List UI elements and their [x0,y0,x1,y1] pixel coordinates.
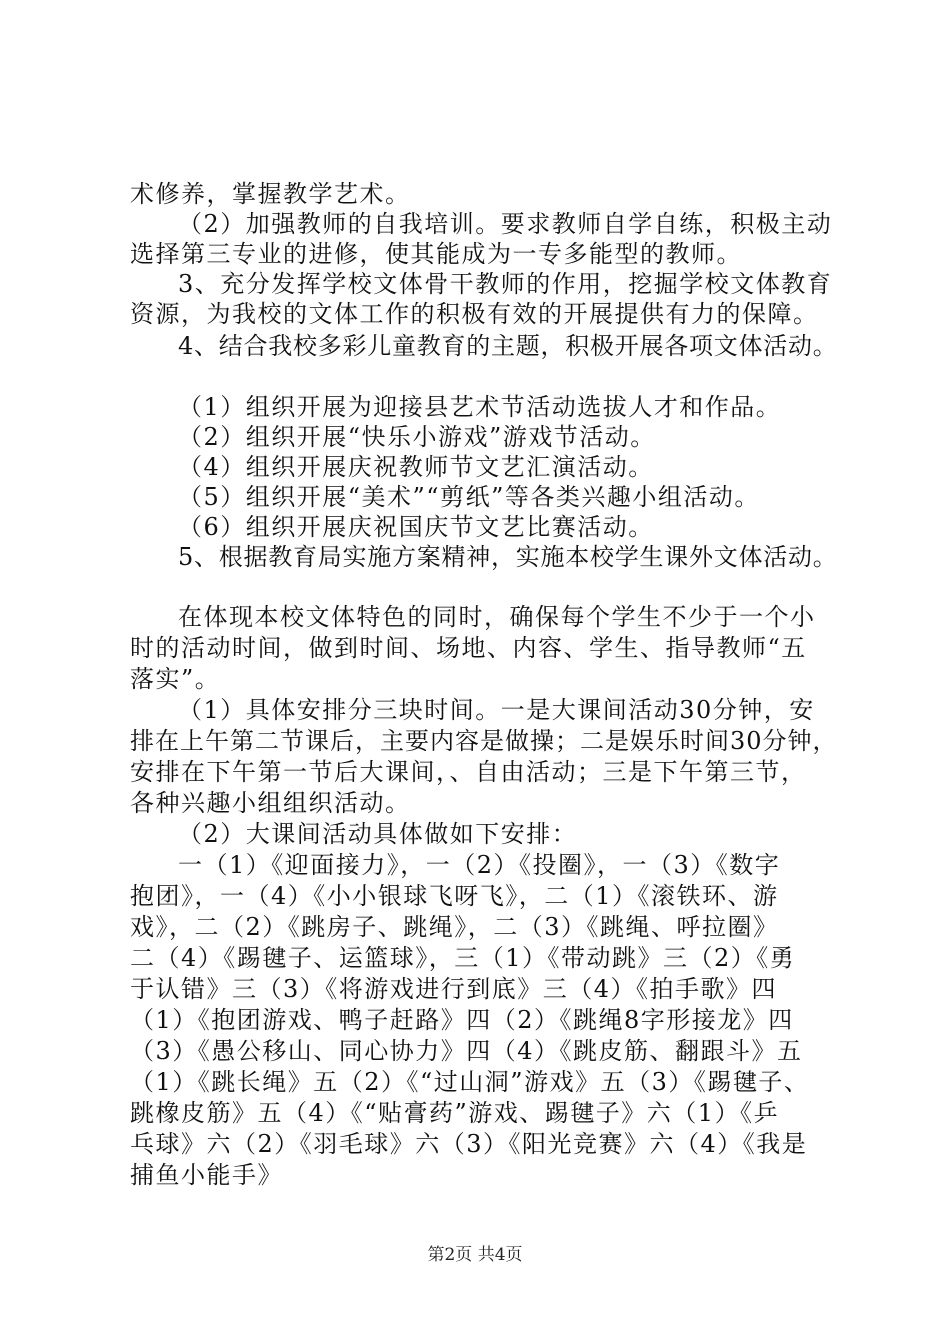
text-line: 捕鱼小能手》 [130,1161,283,1189]
text-line: （1）《跳长绳》五（2）《“过山洞”游戏》五（3）《踢毽子、 [130,1068,810,1096]
text-line: （6）组织开展庆祝国庆节文艺比赛活动。 [178,513,654,541]
text-line: 排在上午第二节课后，主要内容是做操；二是娱乐时间30分钟， [130,727,838,755]
text-line: 乓球》六（2）《羽毛球》六（3）《阳光竞赛》六（4）《我是 [130,1130,808,1158]
text-line: 术修养，掌握教学艺术。 [130,180,411,208]
text-line: 3、充分发挥学校文体骨干教师的作用，挖掘学校文体教育 [178,270,833,298]
text-line: （1）组织开展为迎接县艺术节活动选拔人才和作品。 [178,393,782,421]
text-line: 跳橡皮筋》五（4）《“贴膏药”游戏、踢毽子》六（1）《乒 [130,1099,780,1127]
text-line: （3）《愚公移山、同心协力》四（4）《跳皮筋、翻跟斗》五 [130,1037,803,1065]
text-line: 戏》，二（2）《跳房子、跳绳》，二（3）《跳绳、呼拉圈》 [130,913,779,941]
text-line: （1）《抱团游戏、鸭子赶路》四（2）《跳绳8字形接龙》四 [130,1006,794,1034]
text-line: 二（4）《踢毽子、运篮球》，三（1）《带动跳》三（2）《勇 [130,944,796,972]
text-line: 选择第三专业的进修，使其能成为一专多能型的教师。 [130,240,742,268]
text-line: （2）大课间活动具体做如下安排： [178,820,578,848]
text-line: （5）组织开展“美术”“剪纸”等各类兴趣小组活动。 [178,483,760,511]
text-line: 在体现本校文体特色的同时，确保每个学生不少于一个小 [178,603,816,631]
text-line: 5、根据教育局实施方案精神，实施本校学生课外文体活动。 [178,543,838,571]
text-line: 一（1）《迎面接力》，一（2）《投圈》，一（3）《数字 [178,851,781,879]
text-line: （2）组织开展“快乐小游戏”游戏节活动。 [178,423,656,451]
text-line: （2）加强教师的自我培训。要求教师自学自练，积极主动 [178,210,833,238]
page-footer: 第2页 共4页 [427,1245,523,1265]
text-line: 安排在下午第一节后大课间，、自由活动；三是下午第三节， [130,758,807,786]
text-line: 时的活动时间，做到时间、场地、内容、学生、指导教师“五 [130,634,807,662]
text-line: （4）组织开展庆祝教师节文艺汇演活动。 [178,453,654,481]
text-line: 4、结合我校多彩儿童教育的主题，积极开展各项文体活动。 [178,332,838,360]
text-line: 抱团》，一（4）《小小银球飞呀飞》，二（1）《滚铁环、游 [130,882,779,910]
text-line: 资源，为我校的文体工作的积极有效的开展提供有力的保障。 [130,300,819,328]
text-line: 于认错》三（3）《将游戏进行到底》三（4）《拍手歌》四 [130,975,778,1003]
text-line: （1）具体安排分三块时间。一是大课间活动30分钟，安 [178,696,815,724]
text-line: 各种兴趣小组组织活动。 [130,789,411,817]
text-line: 落实”。 [130,665,221,693]
